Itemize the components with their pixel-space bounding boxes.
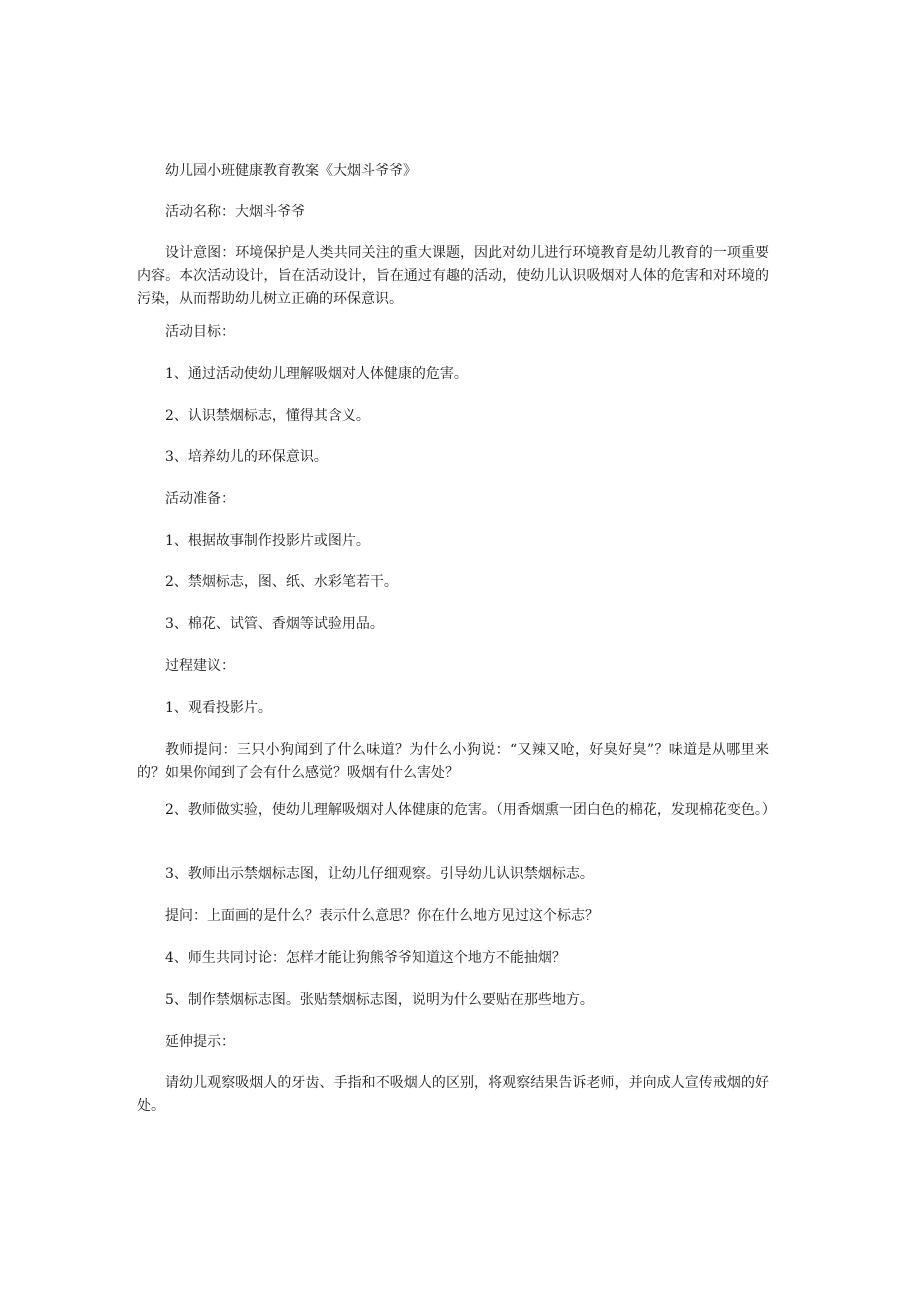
design-intent-paragraph: 设计意图：环境保护是人类共同关注的重大课题，因此对幼儿进行环境教育是幼儿教育的一项重要内容。本次活动设计，旨在活动设计，旨在通过有趣的活动，使幼儿认识吸烟对人体的危害和对环境的污染，从而帮助幼儿树立正确的环保意识。 bbox=[137, 245, 769, 307]
process-item: 1、观看投影片。 bbox=[165, 700, 272, 716]
process-item: 2、教师做实验，使幼儿理解吸烟对人体健康的危害。（用香烟熏一团白色的棉花，发现棉花变色。） bbox=[165, 802, 776, 818]
prep-item: 3、棉花、试管、香烟等试验用品。 bbox=[165, 616, 384, 632]
activity-name: 活动名称：大烟斗爷爷 bbox=[165, 204, 305, 220]
process-item: 教师提问：三只小狗闻到了什么味道？为什么小狗说：“又辣又呛，好臭好臭”？味道是从哪里来的？如果你闻到了会有什么感觉？吸烟有什么害处？ bbox=[137, 742, 769, 781]
document-title: 幼儿园小班健康教育教案《大烟斗爷爷》 bbox=[165, 163, 417, 179]
process-heading: 过程建议： bbox=[165, 658, 235, 674]
prep-item: 1、根据故事制作投影片或图片。 bbox=[165, 533, 370, 549]
process-item: 5、制作禁烟标志图。张贴禁烟标志图，说明为什么要贴在那些地方。 bbox=[165, 992, 594, 1008]
goal-item: 1、通过活动使幼儿理解吸烟对人体健康的危害。 bbox=[165, 366, 468, 382]
prep-item: 2、禁烟标志，图、纸、水彩笔若干。 bbox=[165, 574, 398, 590]
process-item: 3、教师出示禁烟标志图，让幼儿仔细观察。引导幼儿认识禁烟标志。 bbox=[165, 866, 594, 882]
goal-item: 2、认识禁烟标志，懂得其含义。 bbox=[165, 408, 370, 424]
extension-paragraph: 请幼儿观察吸烟人的牙齿、手指和不吸烟人的区别，将观察结果告诉老师，并向成人宣传戒烟的好处。 bbox=[137, 1075, 769, 1114]
process-item: 提问：上面画的是什么？表示什么意思？你在什么地方见过这个标志？ bbox=[165, 908, 599, 924]
extension-heading: 延伸提示： bbox=[165, 1034, 235, 1050]
prep-heading: 活动准备： bbox=[165, 491, 235, 507]
process-item: 4、师生共同讨论：怎样才能让狗熊爷爷知道这个地方不能抽烟？ bbox=[165, 950, 566, 966]
goals-heading: 活动目标： bbox=[165, 324, 235, 340]
goal-item: 3、培养幼儿的环保意识。 bbox=[165, 449, 328, 465]
